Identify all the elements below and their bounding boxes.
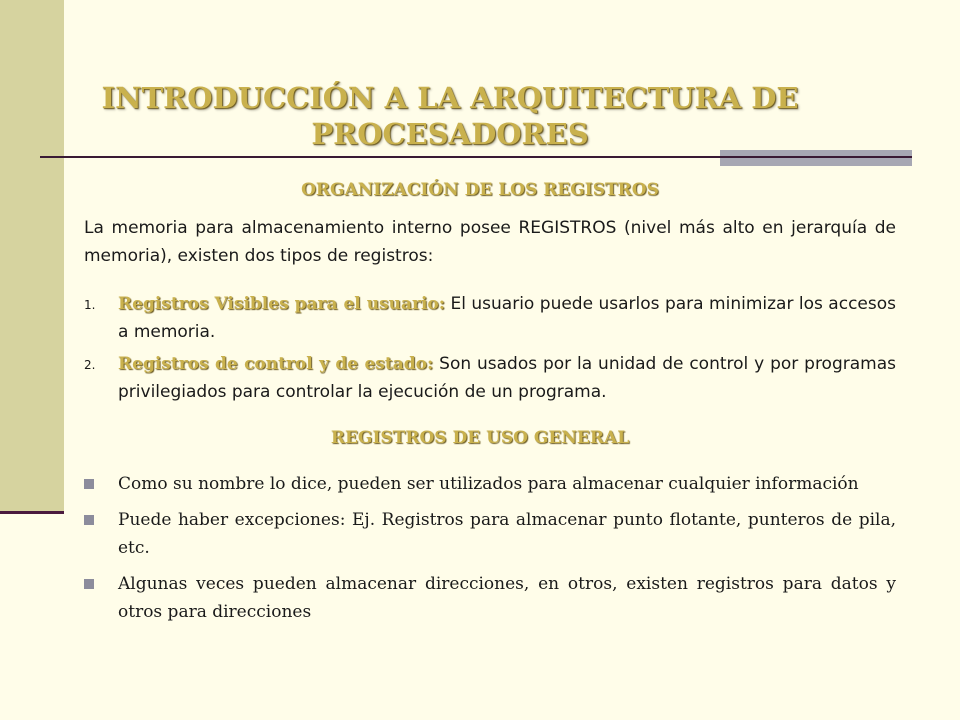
- list-number: 1.: [84, 298, 96, 312]
- intro-paragraph: La memoria para almacenamiento interno posee REGISTROS (nivel más alto en jerarquía de memoria), existen dos tipos de registros:: [84, 218, 896, 266]
- bullet-item: [84, 570, 896, 626]
- title-rule-accent: [720, 150, 912, 166]
- list-item-lead: Registros de control y de estado:: [118, 354, 434, 374]
- list-item-text: Son usados por la unidad de control y por programas privilegiados para controlar la ejecución de un programa.: [118, 354, 896, 402]
- general-registers-list: [84, 470, 896, 634]
- list-item-text: El usuario puede usarlos para minimizar los accesos a memoria.: [118, 294, 896, 342]
- list-item: [84, 350, 896, 406]
- side-band: [0, 0, 64, 512]
- slide-title: INTRODUCCIÓN A LA ARQUITECTURA DE PROCESADORES: [101, 81, 799, 151]
- list-item-lead: Registros Visibles para el usuario:: [118, 294, 446, 314]
- bullet-text: Algunas veces pueden almacenar direcciones, en otros, existen registros para datos y otros para direcciones: [118, 574, 896, 622]
- list-item: [84, 290, 896, 346]
- square-bullet-icon: [84, 570, 118, 626]
- list-number: 2.: [84, 358, 96, 372]
- title-rule: [40, 156, 912, 158]
- square-bullet-icon: [84, 470, 118, 498]
- side-band-underline: [0, 511, 64, 514]
- bullet-item: [84, 470, 896, 498]
- section-heading-uso-general: REGISTROS DE USO GENERAL: [330, 428, 630, 448]
- bullet-text: Puede haber excepciones: Ej. Registros para almacenar punto flotante, punteros de pila, etc.: [118, 510, 896, 558]
- bullet-item: [84, 506, 896, 562]
- section-heading-organizacion: ORGANIZACIÓN DE LOS REGISTROS: [301, 180, 659, 200]
- bullet-text: Como su nombre lo dice, pueden ser utilizados para almacenar cualquier información: [118, 474, 859, 494]
- register-types-list: [84, 290, 896, 410]
- square-bullet-icon: [84, 506, 118, 562]
